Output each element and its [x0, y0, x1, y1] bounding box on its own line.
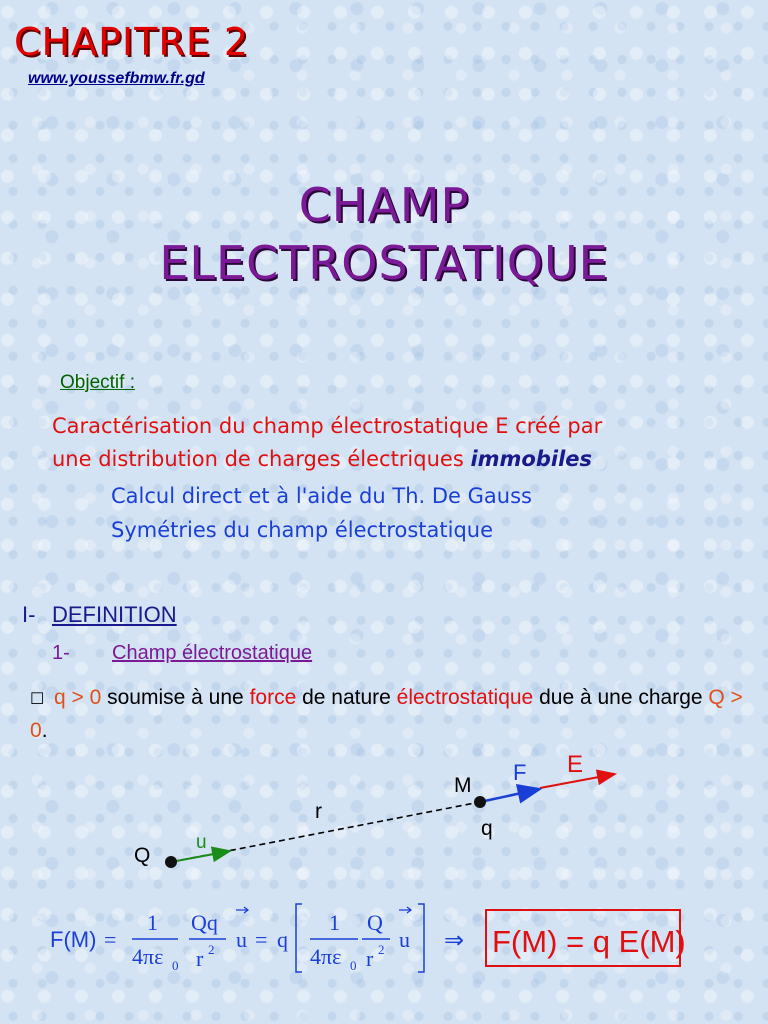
- vector-arrow-icon: [236, 907, 248, 913]
- objective-line2: [52, 443, 752, 476]
- formula-r: r: [366, 946, 374, 971]
- intro-text: due à une charge: [533, 686, 709, 709]
- intro-force: force: [249, 686, 297, 709]
- formula-equals: =: [104, 927, 117, 952]
- label-F: F: [513, 760, 527, 785]
- formula-Qq: Qq: [191, 910, 218, 935]
- formula-sq: 2: [378, 942, 385, 957]
- intro-q: q > 0: [54, 686, 102, 709]
- charge-Q-point: [165, 856, 177, 868]
- label-E: E: [567, 751, 584, 778]
- intro-text: .: [41, 719, 48, 742]
- vector-arrow-icon: [399, 907, 411, 913]
- formula-lhs: F(M): [50, 927, 97, 952]
- formula-one: 1: [329, 910, 340, 935]
- formula-sub0: 0: [350, 958, 357, 973]
- formula-equals: =: [255, 927, 268, 952]
- formula-sub0: 0: [172, 958, 179, 973]
- label-M: M: [454, 774, 472, 797]
- left-bracket: [296, 904, 302, 972]
- website-link[interactable]: www.youssefbmw.fr.gd: [28, 70, 205, 87]
- section-number: I-: [22, 602, 36, 627]
- formula-4pieps: 4πε: [310, 944, 342, 969]
- label-Q: Q: [134, 844, 151, 867]
- formula-4pieps: 4πε: [132, 944, 164, 969]
- bullet-text: Symétries du champ électrostatique: [111, 518, 494, 542]
- checkbox-bullet-icon: ☐: [30, 691, 45, 708]
- label-q: q: [481, 817, 493, 840]
- subsection-heading: [52, 642, 312, 665]
- subsection-label: Champ électrostatique: [112, 642, 313, 664]
- formula-q: q: [277, 927, 288, 952]
- subsection-number: 1-: [52, 642, 70, 664]
- intro-Q: Q > 0: [30, 686, 743, 742]
- intro-text: de nature: [296, 686, 397, 709]
- objective-emphasis: immobiles: [470, 447, 593, 471]
- formula-r: r: [196, 946, 204, 971]
- formula-one: 1: [147, 910, 158, 935]
- main-title-line2: ELECTROSTATIQUE: [159, 236, 609, 290]
- bullet-text: Calcul direct et à l'aide du Th. De Gauss: [111, 484, 532, 508]
- right-bracket: [418, 904, 424, 972]
- coulomb-formula: [0, 892, 768, 992]
- intro-electrostatic: électrostatique: [396, 686, 534, 709]
- objective-description: [52, 410, 752, 476]
- intro-paragraph: [30, 682, 750, 746]
- objective-line2-text: une distribution de charges électriques: [52, 447, 471, 471]
- formula-Q: Q: [367, 910, 383, 935]
- charge-diagram: [0, 740, 768, 890]
- objective-label: Objectif :: [60, 372, 135, 393]
- main-title-line1: CHAMP: [298, 178, 470, 232]
- section-label: DEFINITION: [52, 602, 177, 627]
- formula-sq: 2: [208, 942, 215, 957]
- section-heading: [22, 602, 177, 628]
- objective-bullet-1: [75, 484, 532, 508]
- label-r: r: [315, 800, 322, 823]
- label-u: u: [196, 832, 207, 853]
- formula-result: F(M) = q E(M): [492, 924, 686, 959]
- formula-u: u: [399, 927, 410, 952]
- implies-icon: ⇒: [444, 926, 465, 954]
- chapter-title: CHAPITRE 2: [14, 20, 250, 64]
- objective-line1: Caractérisation du champ électrostatique E créé par: [52, 414, 603, 438]
- intro-text: soumise à une: [101, 686, 250, 709]
- formula-u: u: [236, 927, 247, 952]
- charge-q-point: [474, 796, 486, 808]
- objective-bullet-2: [75, 518, 493, 542]
- vector-F-arrow: [480, 789, 540, 802]
